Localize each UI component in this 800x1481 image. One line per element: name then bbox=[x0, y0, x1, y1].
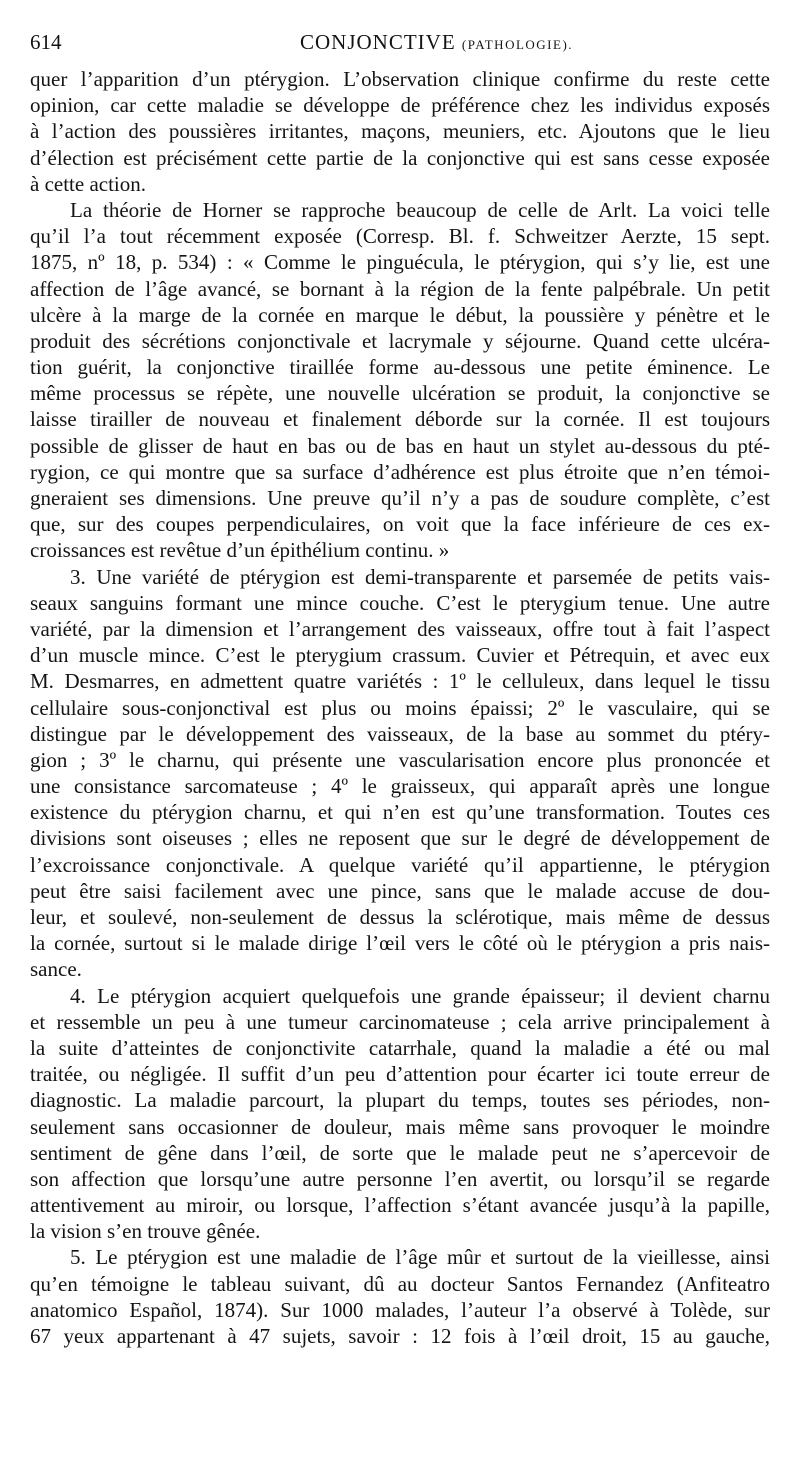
running-title-sub: (PATHOLOGIE). bbox=[461, 37, 574, 52]
text-line: 1875, nº 18, p. 534) : « Comme le pinguécula, le ptérygion, qui s’y lie, est une bbox=[30, 250, 770, 275]
text-line: diagnostic. La maladie parcourt, la plupart du temps, toutes ses périodes, non- bbox=[30, 1088, 770, 1113]
text-line: à l’action des poussières irritantes, maçons, meuniers, etc. Ajoutons que le lieu bbox=[30, 119, 770, 144]
text-line: divisions sont oiseuses ; elles ne reposent que sur le degré de développement de bbox=[30, 826, 770, 851]
running-head bbox=[30, 30, 770, 60]
text-line: 4. Le ptérygion acquiert quelquefois une grande épaisseur; il devient charnu bbox=[70, 983, 770, 1008]
text-line: M. Desmarres, en admettent quatre variétés : 1º le celluleux, dans lequel le tissu bbox=[30, 669, 770, 694]
text-line: traitée, ou négligée. Il suffit d’un peu d’attention pour écarter ici toute erreur de bbox=[30, 1062, 770, 1087]
text-line: ulcère à la marge de la cornée en marque le début, la poussière y pénètre et le bbox=[30, 302, 770, 327]
running-title-main: CONJONCTIVE bbox=[300, 30, 456, 54]
text-line: tion guérit, la conjonctive tiraillée forme au-dessous une petite éminence. Le bbox=[30, 355, 770, 380]
text-line: à cette action. bbox=[30, 171, 147, 196]
text-line: cellulaire sous-conjonctival est plus ou moins épaissi; 2º le vasculaire, qui se bbox=[30, 695, 770, 720]
body-text bbox=[30, 66, 770, 1349]
text-line: sance. bbox=[30, 957, 82, 982]
text-line: d’élection est précisément cette partie de la conjonctive qui est sans cesse exposée bbox=[30, 145, 770, 170]
text-line: variété, par la dimension et l’arrangement des vaisseaux, offre tout à fait l’aspect bbox=[30, 616, 770, 641]
text-line: quer l’apparition d’un ptérygion. L’observation clinique confirme du reste cette bbox=[30, 67, 770, 91]
page-number: 614 bbox=[30, 30, 62, 54]
text-line: croissances est revêtue d’un épithélium continu. » bbox=[30, 538, 450, 563]
text-line: une consistance sarcomateuse ; 4º le graisseux, qui apparaît après une longue bbox=[30, 774, 770, 799]
text-line: rygion, ce qui montre que sa surface d’adhérence est plus étroite que n’en témoi- bbox=[30, 459, 770, 484]
text-line: anatomico Español, 1874). Sur 1000 malades, l’auteur l’a observé à Tolède, sur bbox=[30, 1297, 770, 1322]
text-line: et ressemble un peu à une tumeur carcinomateuse ; cela arrive principalement à bbox=[30, 1009, 770, 1034]
text-line: seulement sans occasionner de douleur, mais même sans provoquer le moindre bbox=[30, 1114, 770, 1139]
text-line: laisse tirailler de nouveau et finalement déborde sur la cornée. Il est toujours bbox=[30, 407, 770, 432]
text-line: gneraient ses dimensions. Une preuve qu’il n’y a pas de soudure complète, c’est bbox=[30, 486, 770, 510]
text-line: 3. Une variété de ptérygion est demi-transparente et parsemée de petits vais- bbox=[70, 564, 770, 589]
text-line: la suite d’atteintes de conjonctivite catarrhale, quand la maladie a été ou mal bbox=[30, 1035, 770, 1060]
text-line: 5. Le ptérygion est une maladie de l’âge mûr et surtout de la vieillesse, ainsi bbox=[70, 1245, 770, 1270]
text-line: seaux sanguins formant une mince couche. C’est le pterygium tenue. Une autre bbox=[30, 590, 770, 615]
text-line: que, sur des coupes perpendiculaires, on voit que la face inférieure de ces ex- bbox=[30, 512, 770, 537]
text-line: sentiment de gêne dans l’œil, de sorte que le malade peut ne s’apercevoir de bbox=[30, 1140, 770, 1165]
text-line: l’excroissance conjonctivale. A quelque variété qu’il appartienne, le ptérygion bbox=[30, 852, 770, 877]
text-line: la vision s’en trouve gênée. bbox=[30, 1219, 261, 1244]
text-line: leur, et soulevé, non-seulement de dessus la sclérotique, mais même de dessus bbox=[30, 905, 770, 929]
text-line: 67 yeux appartenant à 47 sujets, savoir : 12 fois à l’œil droit, 15 au gauche, bbox=[30, 1324, 770, 1348]
text-line: qu’en témoigne le tableau suivant, dû au docteur Santos Fernandez (Anfiteatro bbox=[30, 1271, 770, 1296]
text-line: la cornée, surtout si le malade dirige l’œil vers le côté où le ptérygion a pris nais- bbox=[30, 931, 770, 956]
text-line: La théorie de Horner se rapproche beaucoup de celle de Arlt. La voici telle bbox=[70, 197, 770, 222]
text-line: peut être saisi facilement avec une pince, sans que le malade accuse de dou- bbox=[30, 878, 770, 903]
running-title bbox=[300, 30, 573, 55]
text-line: gion ; 3º le charnu, qui présente une vascularisation encore plus prononcée et bbox=[30, 747, 770, 772]
text-line: affection de l’âge avancé, se bornant à la région de la fente palpébrale. Un petit bbox=[30, 276, 770, 301]
text-line: qu’il l’a tout récemment exposée (Corresp. Bl. f. Schweitzer Aerzte, 15 sept. bbox=[30, 224, 770, 249]
text-line: distingue par le développement des vaisseaux, de la base au sommet du ptéry- bbox=[30, 721, 770, 746]
text-line: existence du ptérygion charnu, et qui n’en est qu’une transformation. Toutes ces bbox=[30, 800, 770, 825]
text-line: son affection que lorsqu’une autre personne l’en avertit, ou lorsqu’il se regarde bbox=[30, 1166, 770, 1191]
text-line: même processus se répète, une nouvelle ulcération se produit, la conjonctive se bbox=[30, 381, 770, 406]
text-line: attentivement au miroir, ou lorsque, l’affection s’étant avancée jusqu’à la papille, bbox=[30, 1193, 770, 1218]
text-line: opinion, car cette maladie se développe de préférence chez les individus exposés bbox=[30, 93, 770, 118]
text-line: produit des sécrétions conjonctivale et lacrymale y séjourne. Quand cette ulcéra- bbox=[30, 328, 770, 353]
text-line: possible de glisser de haut en bas ou de bas en haut un stylet au-dessous du pté- bbox=[30, 433, 770, 458]
text-line: d’un muscle mince. C’est le pterygium crassum. Cuvier et Pétrequin, et avec eux bbox=[30, 643, 770, 668]
